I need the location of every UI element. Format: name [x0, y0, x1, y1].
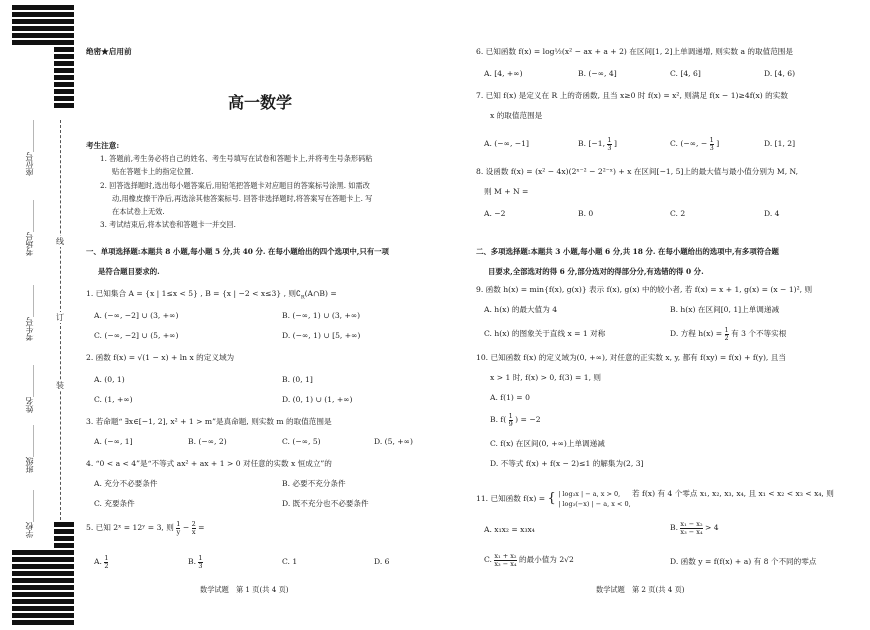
q1-option-b: B. (−∞, 1) ∪ (3, +∞) — [282, 311, 361, 320]
barcode-bar — [12, 578, 74, 583]
barcode-bar — [54, 68, 74, 73]
barcode-bar — [12, 564, 74, 569]
barcode-bar — [54, 75, 74, 80]
notice-line: 2. 回答选择题时,选出每小题答案后,用铅笔把答题卡对应题目的答案标号涂黑. 如需改 — [100, 181, 370, 190]
q8-option-c: C. 2 — [670, 209, 686, 218]
field-school: 学校________ — [25, 490, 34, 538]
barcode-bar — [54, 82, 74, 87]
q9-option-d: D. 方程 h(x) = $\frac{1}{2}$ 有 3 个不等实根 — [670, 325, 787, 342]
barcode-bar — [12, 599, 74, 604]
q3-option-b: B. (−∞, 2) — [188, 437, 227, 446]
q9-option-b: B. h(x) 在区间[0, 1]上单调递减 — [670, 305, 780, 314]
notice-line: 贴在答题卡上的指定位置. — [112, 167, 194, 176]
section-2-heading-cont: 目要求,全部选对的得 6 分,部分选对的得部分分,有选错的得 0 分. — [488, 267, 704, 276]
q6-option-b: B. (−∞, 4] — [578, 69, 617, 78]
page-title: 高一数学 — [228, 93, 293, 112]
q6-option-a: A. [4, +∞) — [484, 69, 523, 78]
q8-option-a: A. −2 — [484, 209, 506, 218]
question-9: 9. 函数 h(x) = min{f(x), g(x)} 表示 f(x), g(x) 中的较小者, 若 f(x) = x + 1, g(x) = (x − 1)², 则 — [476, 285, 813, 294]
question-4: 4. “0 < a < 4”是“不等式 ax² + ax + 1 > 0 对任意的实数 x 恒成立”的 — [86, 459, 332, 468]
section-1-heading-cont: 是符合题目要求的. — [98, 267, 160, 276]
question-10: 10. 已知函数 f(x) 的定义域为(0, +∞), 对任意的正实数 x, y, 都有 f(xy) = f(x) + f(y), 且当 — [476, 353, 786, 362]
barcode-bar — [12, 12, 74, 17]
barcode-bar — [12, 26, 74, 31]
barcode-bar — [54, 89, 74, 94]
page-1-footer: 数学试题 第 1 页(共 4 页) — [200, 585, 289, 594]
page-2-footer: 数学试题 第 2 页(共 4 页) — [596, 585, 685, 594]
q3-option-c: C. (−∞, 5) — [282, 437, 321, 446]
barcode-bar — [12, 592, 74, 597]
q3-option-d: D. (5, +∞) — [374, 437, 413, 446]
q7-option-a: A. (−∞, −1] — [484, 139, 529, 148]
q11-option-c: C. $\frac{\text{x₁ + x₂}}{\text{x₃ − x₄}}$ 的最小值为 2√2 — [484, 551, 574, 568]
q11-option-a: A. x₁x₂ = x₃x₄ — [484, 525, 535, 534]
binder-char-fold: 装 — [56, 381, 64, 390]
q9-option-a: A. h(x) 的最大值为 4 — [484, 305, 558, 314]
q2-option-c: C. (1, +∞) — [94, 395, 133, 404]
piecewise-brace: { — [547, 491, 556, 506]
question-1: 1. 已知集合 A = {x | 1≤x < 5} , B = {x | −2 < x≤3} , 则$∁_R(A\cap B)$ = — [86, 289, 337, 301]
barcode-bar — [54, 522, 74, 527]
q2-option-b: B. (0, 1] — [282, 375, 313, 384]
q10-option-a: A. f(1) = 0 — [490, 393, 530, 402]
barcode-bar — [12, 585, 74, 590]
barcode-bar — [12, 613, 74, 618]
q10-option-d: D. 不等式 f(x) + f(x − 2)≤1 的解集为(2, 3] — [490, 459, 644, 468]
q4-option-d: D. 既不充分也不必要条件 — [282, 499, 369, 508]
field-room: 考场号________ — [25, 200, 34, 256]
q11-option-d: D. 函数 y = f(f(x) + a) 有 8 个不同的零点 — [670, 557, 817, 566]
field-seat: 座位号________ — [25, 120, 34, 176]
question-6: 6. 已知函数 f(x) = log½(x² − ax + a + 2) 在区间[1, 2]上单调递增, 则实数 a 的取值范围是 — [476, 47, 793, 56]
confidential-label: 绝密★启用前 — [86, 47, 132, 56]
notice-line: 3. 考试结束后,将本试卷和答题卡一并交回. — [100, 220, 236, 229]
q1-option-a: A. (−∞, −2] ∪ (3, +∞) — [94, 311, 179, 320]
q2-option-d: D. (0, 1) ∪ (1, +∞) — [282, 395, 353, 404]
barcode-bar — [12, 19, 74, 24]
q2-option-a: A. (0, 1) — [94, 375, 125, 384]
barcode-bar — [54, 96, 74, 101]
binder-char-bind: 订 — [56, 313, 64, 322]
barcode-bar — [12, 5, 74, 10]
barcode-bar — [54, 103, 74, 108]
notice-line: 在本试卷上无效. — [112, 207, 165, 216]
q10-option-c: C. f(x) 在区间(0, +∞)上单调递减 — [490, 439, 605, 448]
barcode-bar — [12, 33, 74, 38]
question-11: 11. 已知函数 f(x) = { | log₃x | − a, x > 0, | log₃(−x) | − a, x < 0, — [476, 490, 631, 508]
q8-option-d: D. 4 — [764, 209, 780, 218]
field-name: 姓名________ — [25, 365, 34, 413]
barcode-bar — [12, 606, 74, 611]
question-11-cont: 若 f(x) 有 4 个零点 x₁, x₂, x₃, x₄, 且 x₁ < x₂ < x₃ < x₄, 则 — [632, 489, 834, 498]
section-1-heading: 一、单项选择题:本题共 8 小题,每小题 5 分,共 40 分. 在每小题给出的四个选项中,只有一项 — [86, 247, 389, 256]
barcode-bar — [12, 40, 74, 45]
question-8: 8. 设函数 f(x) = (x² − 4x)(2ˣ⁻² − 2²⁻ˣ) + x 在区间[−1, 5]上的最大值与最小值分别为 M, N, — [476, 167, 799, 176]
q4-option-c: C. 充要条件 — [94, 499, 135, 508]
q5-option-b: B. $\frac{1}{3}$ — [188, 553, 203, 570]
q7-option-d: D. [1, 2] — [764, 139, 796, 148]
q6-option-d: D. [4, 6) — [764, 69, 796, 78]
q1-option-c: C. (−∞, −2] ∪ (5, +∞) — [94, 331, 179, 340]
binder-char-line: 线 — [56, 237, 64, 246]
notice-line: 动,用橡皮擦干净后,再选涂其他答案标号. 回答非选择题时,将答案写在答题卡上. 写 — [112, 194, 373, 203]
q5-option-d: D. 6 — [374, 557, 390, 566]
section-2-heading: 二、多项选择题:本题共 3 小题,每小题 6 分,共 18 分. 在每小题给出的选项中,有多项符合题 — [476, 247, 779, 256]
q5-option-c: C. 1 — [282, 557, 298, 566]
barcode-bar — [54, 47, 74, 52]
q1-option-d: D. (−∞, 1) ∪ [5, +∞) — [282, 331, 361, 340]
notice-title: 考生注意: — [86, 141, 120, 150]
q5-option-a: A. $\frac{1}{2}$ — [94, 553, 109, 570]
barcode-bar — [54, 529, 74, 534]
question-10-cont: x > 1 时, f(x) > 0, f(3) = 1, 则 — [490, 373, 602, 382]
question-7: 7. 已知 f(x) 是定义在 R 上的奇函数, 且当 x≥0 时 f(x) = x², 则满足 f(x − 1)≥4f(x) 的实数 — [476, 91, 788, 100]
q3-option-a: A. (−∞, 1] — [94, 437, 133, 446]
notice-line: 1. 答题前,考生务必将自己的姓名、考生号填写在试卷和答题卡上,并将考生号条形码粘 — [100, 154, 373, 163]
q4-option-b: B. 必要不充分条件 — [282, 479, 346, 488]
question-2: 2. 函数 f(x) = √(1 − x) + ln x 的定义域为 — [86, 353, 235, 362]
barcode-bar — [12, 571, 74, 576]
q11-option-b: B. $\frac{\text{x₁ − x₂}}{\text{x₃ − x₄}}$ > 4 — [670, 519, 719, 536]
q10-option-b: B. f( $\frac{1}{9}$ ) = −2 — [490, 411, 541, 428]
barcode-bar — [54, 61, 74, 66]
question-3: 3. 若命题“ ∃x∈[−1, 2], x² + 1 > m”是真命题, 则实数 m 的取值范围是 — [86, 417, 332, 426]
question-5: 5. 已知 2ˣ = 12ʸ = 3, 则 $\frac{1}{y}$ − $\frac{2}{x}$ = — [86, 519, 205, 536]
field-candidate-no: 考生号________ — [25, 285, 34, 341]
q7-option-b: B. [−1, $\frac{1}{3}$ ] — [578, 135, 617, 152]
q6-option-c: C. [4, 6] — [670, 69, 701, 78]
q9-option-c: C. h(x) 的图象关于直线 x = 1 对称 — [484, 329, 606, 338]
barcode-bar — [12, 550, 74, 555]
barcode-bar — [54, 54, 74, 59]
barcode-bar — [54, 536, 74, 541]
question-8-cont: 则 M + N = — [484, 187, 529, 196]
barcode-bar — [12, 557, 74, 562]
barcode-bar — [12, 620, 74, 625]
field-class: 班级________ — [25, 425, 34, 473]
q8-option-b: B. 0 — [578, 209, 594, 218]
q4-option-a: A. 充分不必要条件 — [94, 479, 158, 488]
barcode-bar — [54, 543, 74, 548]
question-7-cont: x 的取值范围是 — [490, 111, 543, 120]
q7-option-c: C. (−∞, − $\frac{1}{3}$ ] — [670, 135, 720, 152]
